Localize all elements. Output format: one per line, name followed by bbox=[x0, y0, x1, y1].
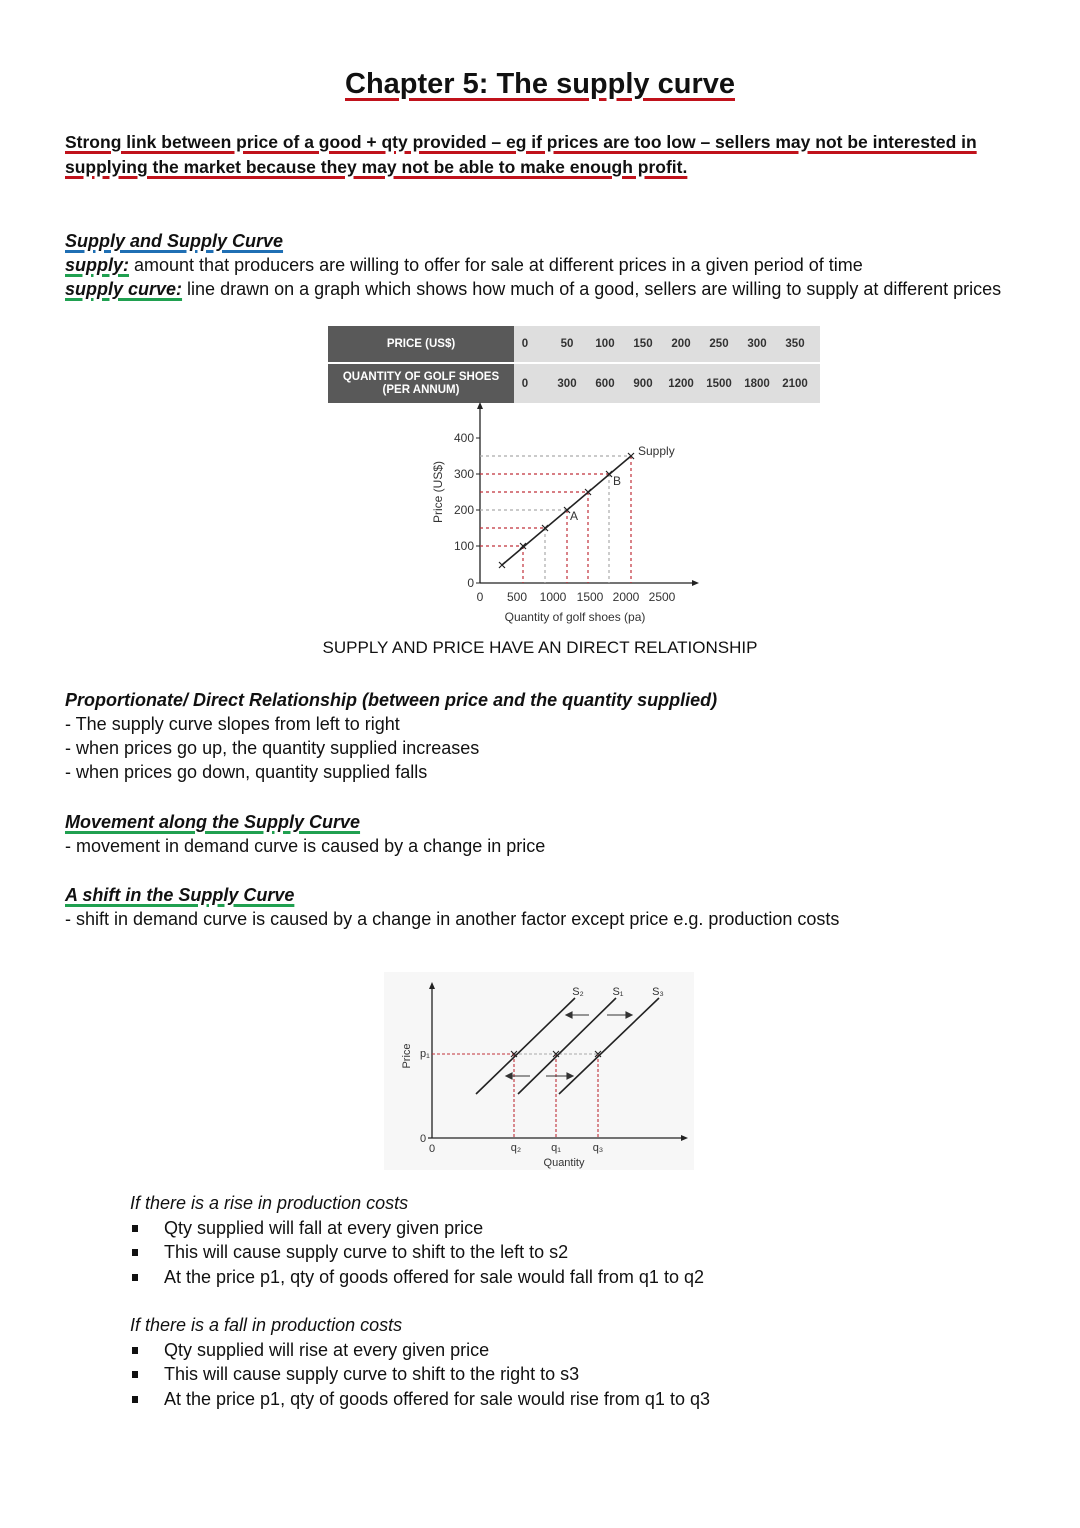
shift-line: - shift in demand curve is caused by a change in another factor except price e.g. production costs bbox=[65, 909, 840, 929]
table-header-price: PRICE (US$) bbox=[328, 326, 514, 362]
y-tick-200: 200 bbox=[453, 503, 474, 517]
direct-line-3: - when prices go down, quantity supplied falls bbox=[65, 762, 428, 782]
table-values-price: 0 50 100 150 200 250 300 350 bbox=[514, 326, 820, 362]
supply-definition: supply: amount that producers are willing to offer for sale at different prices in a given period of time bbox=[65, 255, 863, 275]
q3-label: q₃ bbox=[592, 1142, 604, 1154]
movement-line: - movement in demand curve is caused by a change in price bbox=[65, 836, 546, 856]
s3-label: S₃ bbox=[652, 986, 664, 998]
table-row-price bbox=[328, 326, 820, 362]
term-supply-curve: supply curve: bbox=[65, 279, 183, 299]
s1-label: S₁ bbox=[612, 986, 624, 998]
list-item: At the price p1, qty of goods offered for sale would rise from q1 to q3 bbox=[130, 1387, 710, 1412]
y-tick-300: 300 bbox=[453, 467, 474, 481]
supply-label: Supply bbox=[638, 444, 675, 458]
y-axis-label: Price bbox=[401, 1043, 413, 1069]
supply-curve-chart bbox=[420, 400, 720, 630]
q1-label: q₁ bbox=[551, 1142, 561, 1154]
heading-shift: A shift in the Supply Curve bbox=[65, 885, 295, 905]
heading-direct-relationship: Proportionate/ Direct Relationship (between price and the quantity supplied) bbox=[65, 690, 718, 710]
supply-shift-chart bbox=[384, 972, 694, 1170]
table-row-quantity bbox=[328, 364, 820, 403]
svg-text:0: 0 bbox=[420, 1133, 427, 1145]
rise-in-costs-list bbox=[130, 1191, 704, 1289]
rise-lead: If there is a rise in production costs bbox=[130, 1193, 409, 1213]
y-tick-0: 0 bbox=[467, 576, 474, 590]
list-item: This will cause supply curve to shift to the left to s2 bbox=[130, 1240, 704, 1265]
intro-paragraph: Strong link between price of a good + qty provided – eg if prices are too low – sellers may not be interested in supplying the market because they may not be able to make enough profit. bbox=[65, 132, 977, 177]
svg-text:1000: 1000 bbox=[539, 590, 567, 604]
list-item: Qty supplied will fall at every given price bbox=[130, 1216, 704, 1241]
fall-lead: If there is a fall in production costs bbox=[130, 1315, 403, 1335]
y-tick-100: 100 bbox=[453, 539, 474, 553]
s2-label: S₂ bbox=[572, 986, 584, 998]
point-a-label: A bbox=[570, 509, 579, 523]
price-quantity-table bbox=[328, 326, 820, 403]
fall-in-costs-list bbox=[130, 1313, 710, 1411]
list-item: At the price p1, qty of goods offered for sale would fall from q1 to q2 bbox=[130, 1265, 704, 1290]
svg-text:500: 500 bbox=[506, 590, 528, 604]
svg-text:2000: 2000 bbox=[612, 590, 640, 604]
list-item: Qty supplied will rise at every given price bbox=[130, 1338, 710, 1363]
y-tick-400: 400 bbox=[453, 431, 474, 445]
supply-curve-definition: supply curve: line drawn on a graph which shows how much of a good, sellers are willing to supply at different prices bbox=[65, 279, 1002, 299]
point-b-label: B bbox=[613, 474, 622, 488]
direct-line-2: - when prices go up, the quantity supplied increases bbox=[65, 738, 480, 758]
x-axis-label: Quantity bbox=[543, 1157, 585, 1169]
x-axis-label: Quantity of golf shoes (pa) bbox=[504, 610, 646, 624]
heading-supply-and-supply-curve: Supply and Supply Curve bbox=[65, 231, 284, 251]
relationship-caption: SUPPLY AND PRICE HAVE AN DIRECT RELATIONSHIP bbox=[322, 638, 758, 657]
table-header-quantity: QUANTITY OF GOLF SHOES (PER ANNUM) bbox=[328, 364, 514, 403]
direct-line-1: - The supply curve slopes from left to right bbox=[65, 714, 400, 734]
p1-label: p₁ bbox=[420, 1048, 430, 1060]
svg-text:0: 0 bbox=[429, 1143, 436, 1155]
page-title: Chapter 5: The supply curve bbox=[345, 68, 735, 100]
list-item: This will cause supply curve to shift to the right to s3 bbox=[130, 1362, 710, 1387]
table-values-quantity: 0 300 600 900 1200 1500 1800 2100 bbox=[514, 364, 820, 403]
term-supply: supply: bbox=[65, 255, 130, 275]
svg-text:1500: 1500 bbox=[576, 590, 604, 604]
heading-movement: Movement along the Supply Curve bbox=[65, 812, 361, 832]
y-axis-label: Price (US$) bbox=[431, 460, 445, 524]
svg-text:2500: 2500 bbox=[648, 590, 676, 604]
svg-text:0: 0 bbox=[476, 590, 484, 604]
q2-label: q₂ bbox=[510, 1142, 522, 1154]
